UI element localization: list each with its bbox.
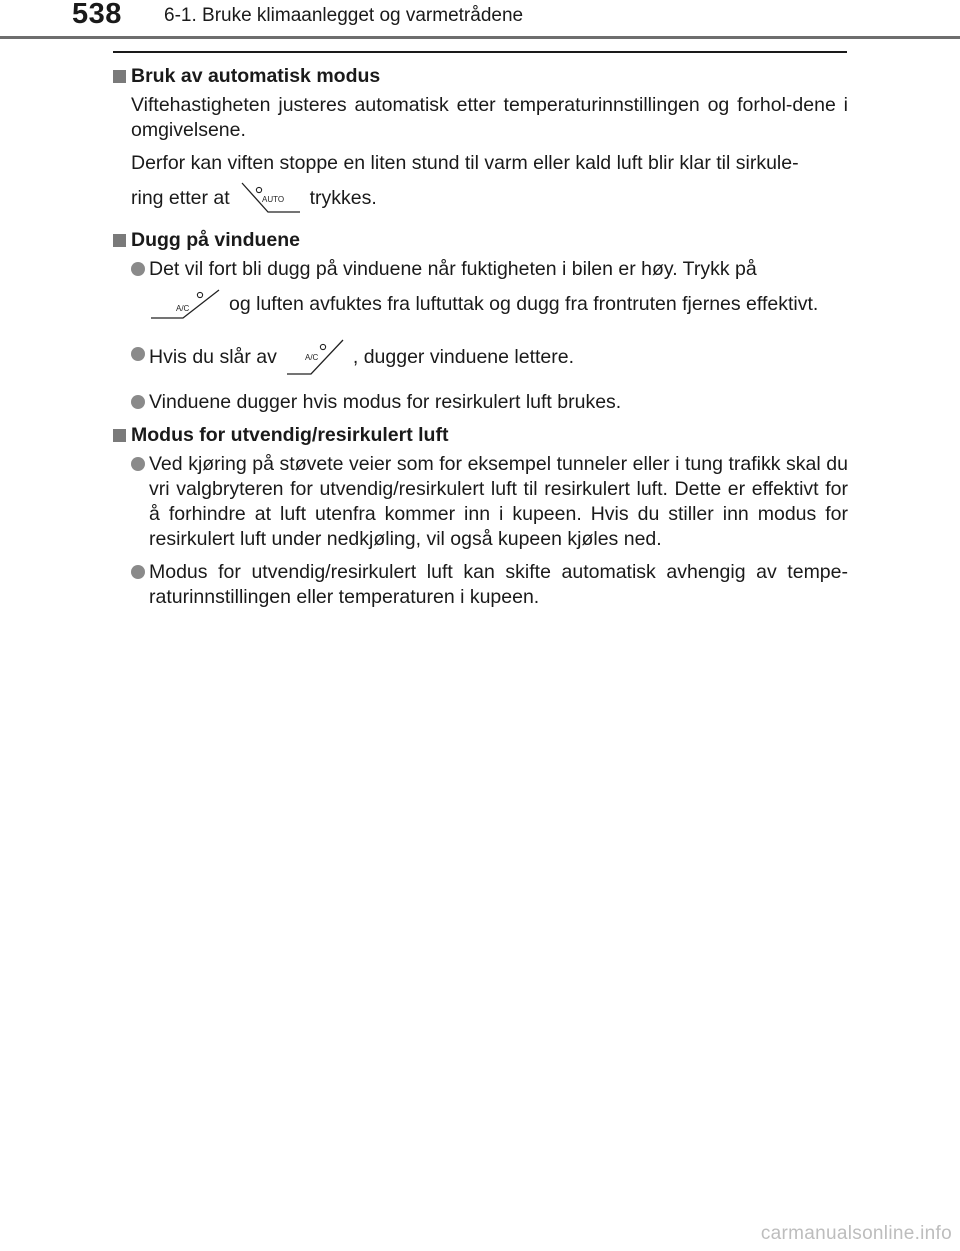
section-heading-auto-mode	[113, 64, 848, 89]
header-rule	[0, 36, 960, 39]
round-bullet-icon	[131, 457, 145, 471]
auto-button-icon	[238, 180, 302, 216]
bullet-item	[131, 390, 848, 415]
svg-text:A/C: A/C	[304, 353, 319, 362]
heading-text: Bruk av automatisk modus	[131, 65, 381, 87]
bullet-item	[131, 560, 848, 610]
page-header	[0, 0, 960, 42]
text: Hvis du slår av	[149, 345, 277, 368]
bullet-item	[131, 336, 848, 378]
heading-text: Modus for utvendig/resirkulert luft	[131, 424, 449, 446]
page-content	[113, 64, 848, 618]
paragraph: Derfor kan viften stoppe en liten stund til varm eller kald luft blir klar til sirkule-	[131, 152, 799, 174]
text: ring etter at	[131, 186, 230, 209]
text: Ved kjøring på støvete veier som for eksempel tunneler eller i tung trafikk skal du vri valgbryteren for utvendig/resirkulert luft til resirkulert luft. Dette er effektivt for å forhindre at luft utenfra kommer inn i kupeen. Hvis du stiller inn modus for resirkulert luft under nedkjøling, vil også kupeen kjøles ned.	[149, 453, 848, 550]
round-bullet-icon	[131, 347, 145, 361]
heading-text: Dugg på vinduene	[131, 229, 301, 251]
watermark: carmanualsonline.info	[760, 1223, 952, 1244]
text: Det vil fort bli dugg på vinduene når fuktigheten i bilen er høy. Trykk på	[149, 258, 757, 280]
round-bullet-icon	[131, 262, 145, 276]
ac-button-icon	[285, 336, 345, 378]
text: trykkes.	[309, 186, 377, 209]
paragraph-with-button	[131, 180, 848, 216]
text: , dugger vinduene lettere.	[352, 345, 575, 368]
page-number: 538	[72, 0, 122, 30]
svg-text:AUTO: AUTO	[261, 195, 284, 204]
content-top-rule	[113, 51, 847, 53]
line-with-button	[149, 286, 848, 322]
square-bullet-icon	[113, 70, 126, 83]
bullet-item	[131, 452, 848, 552]
text: Vinduene dugger hvis modus for resirkulert luft brukes.	[149, 391, 622, 413]
round-bullet-icon	[131, 395, 145, 409]
ac-button-icon	[149, 286, 221, 322]
text: og luften avfuktes fra luftuttak og dugg fra frontruten fjernes effektivt.	[229, 292, 819, 315]
bullet-item	[131, 257, 848, 322]
chapter-title: 6-1. Bruke klimaanlegget og varmetrådene	[164, 5, 524, 26]
section-heading-window-fog	[113, 228, 848, 253]
square-bullet-icon	[113, 429, 126, 442]
round-bullet-icon	[131, 565, 145, 579]
section-heading-recirc-mode	[113, 423, 848, 448]
square-bullet-icon	[113, 234, 126, 247]
text: Modus for utvendig/resirkulert luft kan skifte automatisk avhengig av tempe-raturinnstillingen eller temperaturen i kupeen.	[149, 561, 848, 608]
paragraph: Viftehastigheten justeres automatisk etter temperaturinnstillingen og forhol-dene i omgivelsene.	[131, 94, 848, 141]
svg-text:A/C: A/C	[176, 304, 190, 313]
